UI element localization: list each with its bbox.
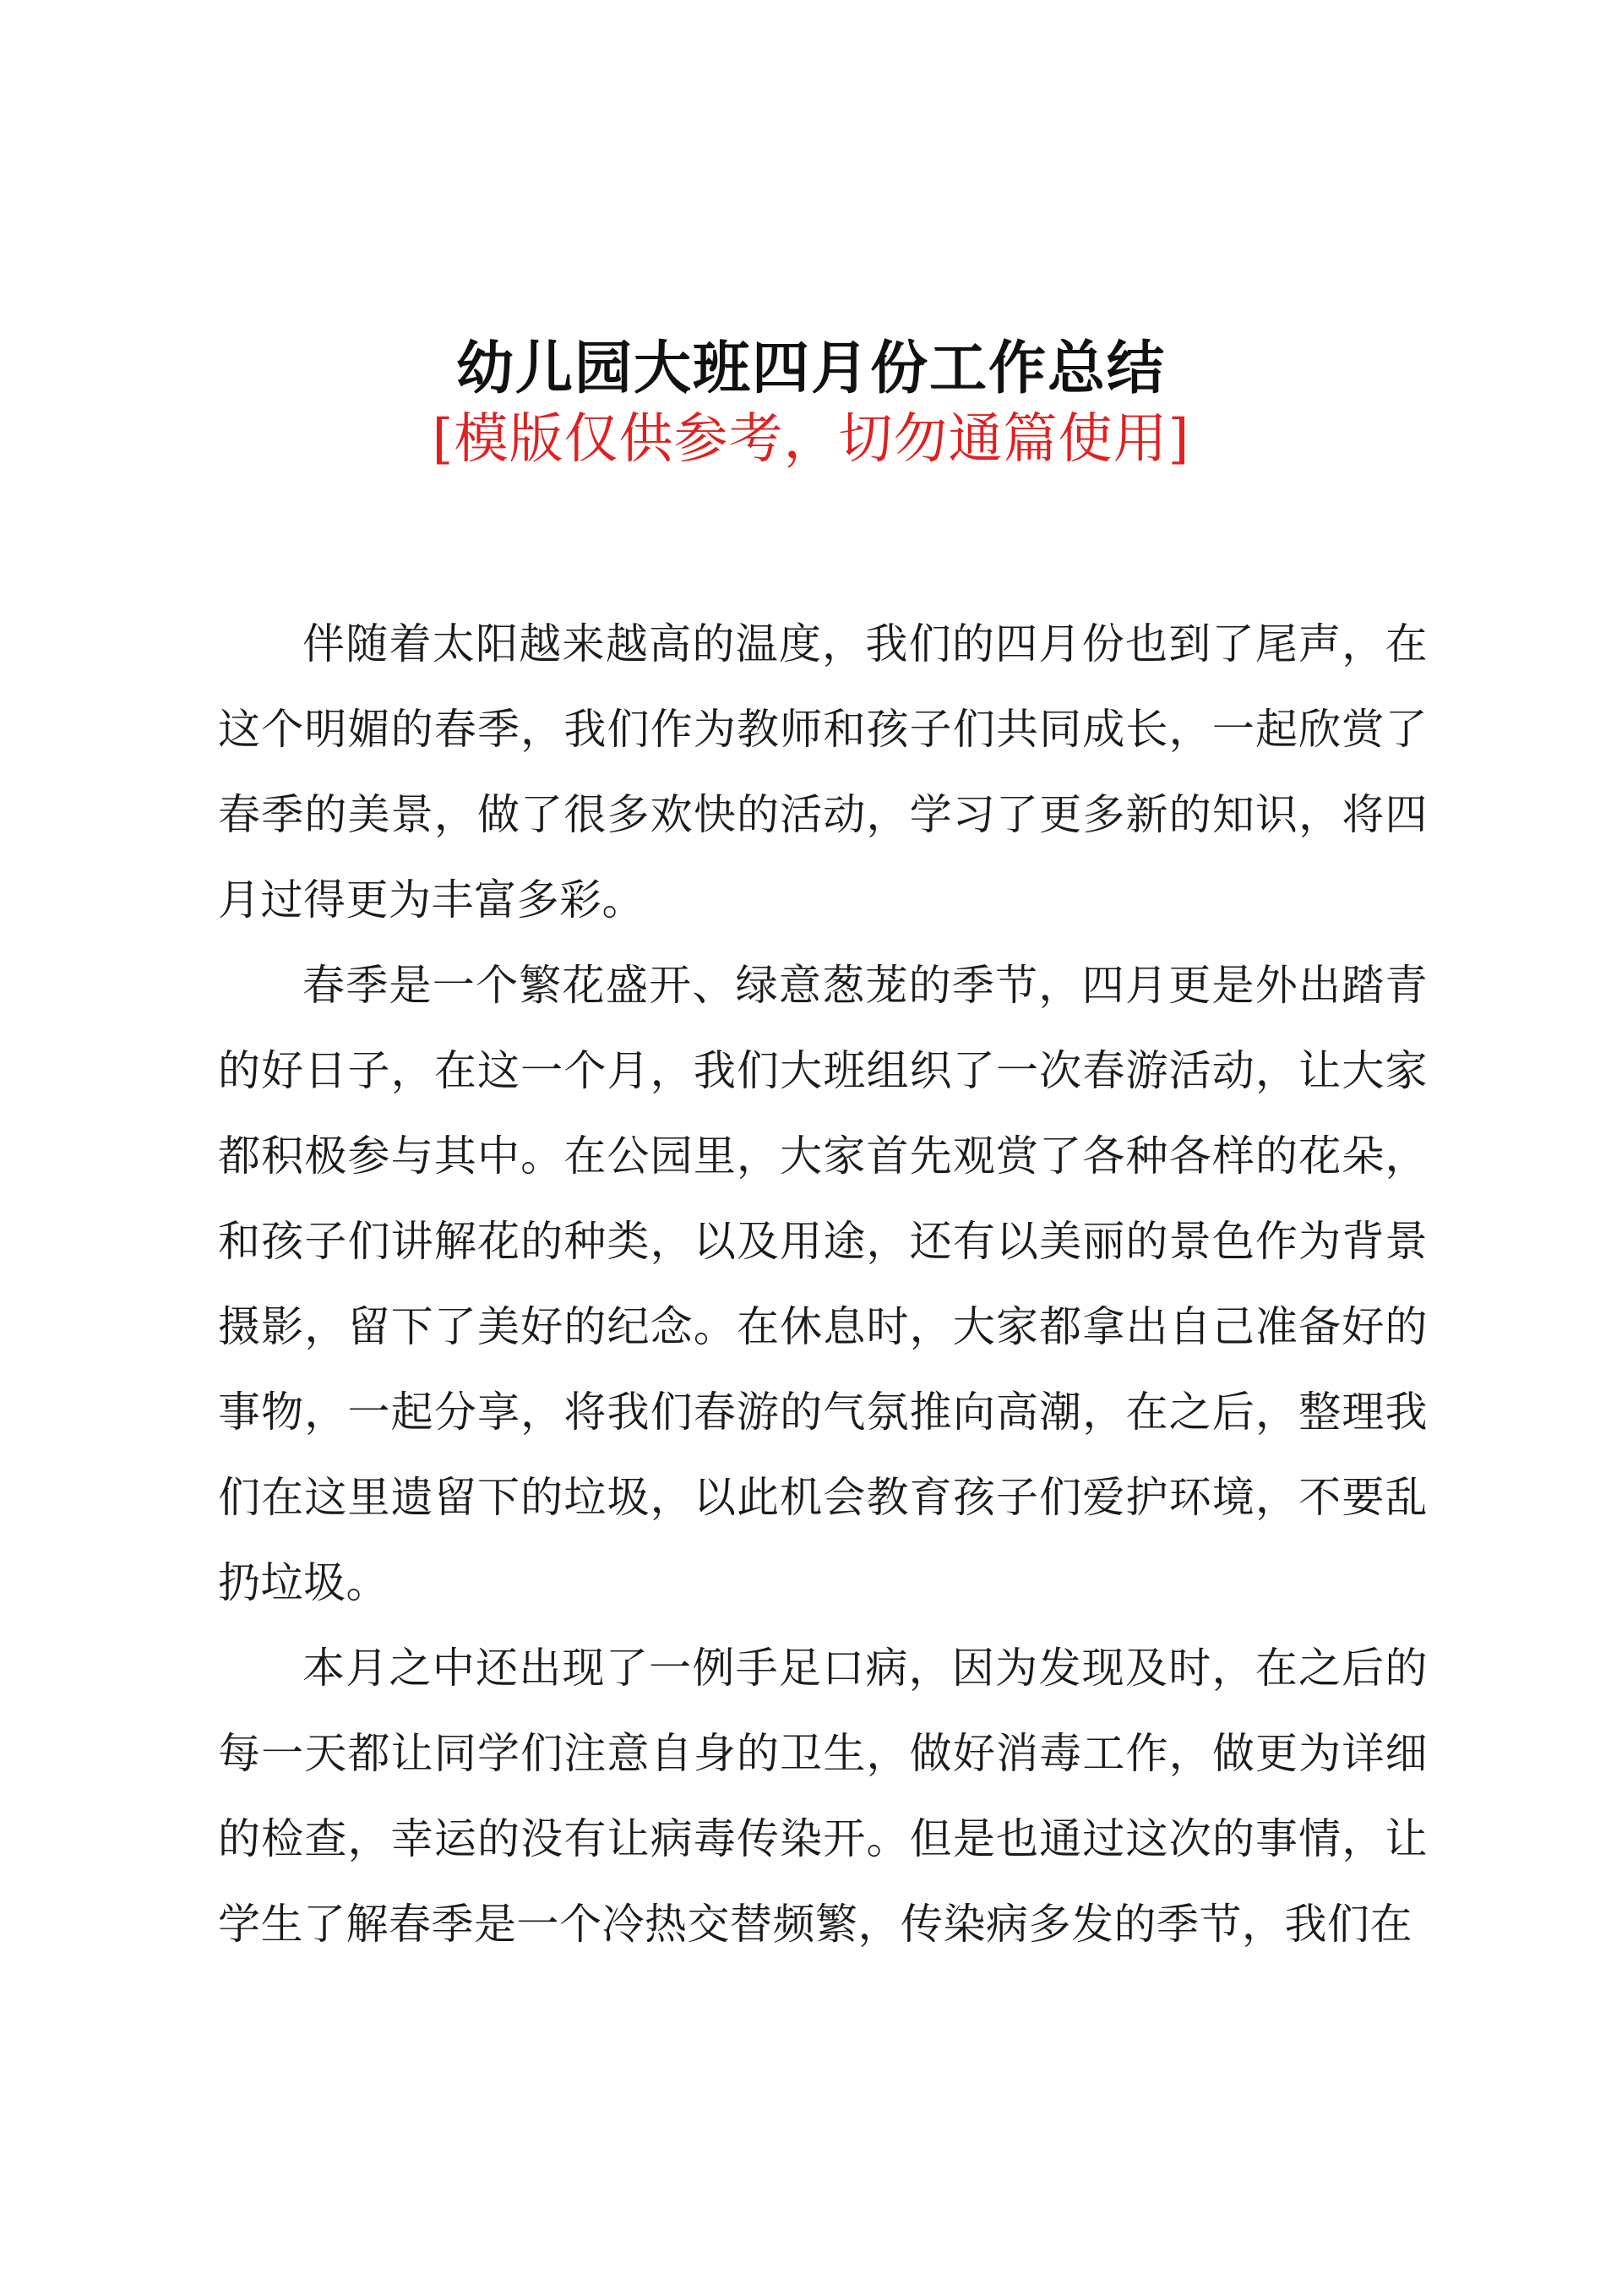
paragraph-1: 伴随着太阳越来越高的温度，我们的四月份也到了尾声，在这个明媚的春季，我们作为教师和孩子们共同成长，一起欣赏了春季的美景，做了很多欢快的活动，学习了更多新的知识，将四月过得更为丰富多彩。 [218, 619, 1428, 924]
paragraph-3: 本月之中还出现了一例手足口病，因为发现及时，在之后的每一天都让同学们注意自身的卫生，做好消毒工作，做更为详细的检查，幸运的没有让病毒传染开。但是也通过这次的事情，让学生了解春季是一个冷热交替频繁，传染病多发的季节，我们在 [218, 1644, 1428, 1949]
document-title: 幼儿园大班四月份工作总结 [455, 334, 1166, 402]
template-notice: [模版仅供参考，切勿通篇使用] [432, 408, 1190, 471]
document-body [218, 602, 1428, 1967]
paragraph-2: 春季是一个繁花盛开、绿意葱茏的季节，四月更是外出踏青的好日子，在这一个月，我们大班组织了一次春游活动，让大家都积极参与其中。在公园里，大家首先观赏了各种各样的花朵，和孩子们讲解花的种类，以及用途，还有以美丽的景色作为背景摄影，留下了美好的纪念。在休息时，大家都拿出自己准备好的事物，一起分享，将我们春游的气氛推向高潮，在之后，整理我们在这里遗留下的垃圾，以此机会教育孩子们爱护环境，不要乱扔垃圾。 [218, 961, 1428, 1607]
